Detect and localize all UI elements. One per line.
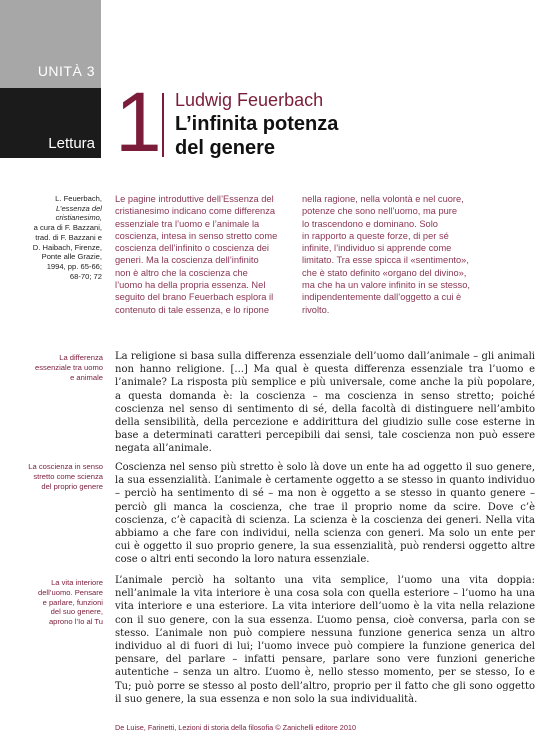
intro-line: cristianesimo indicano come differenza: [115, 206, 276, 217]
unit-label: UNITÀ 3: [37, 63, 95, 79]
page-footer: De Luise, Farinetti, Lezioni di storia della filosofia © Zanichelli editore 2010: [115, 723, 357, 732]
margin-note-line: La differenza: [59, 353, 103, 362]
margin-note-line: La vita interiore: [51, 578, 103, 587]
margin-note-line: del proprio genere: [41, 481, 103, 491]
margin-note-line: dell’uomo. Pensare: [37, 587, 103, 597]
margin-note-line: del suo genere,: [50, 607, 103, 617]
reading-author: Ludwig Feuerbach: [175, 90, 324, 110]
intro-column-right: [302, 193, 470, 316]
margin-note-line: e parlare, funzioni: [42, 597, 103, 607]
intro-column-left: [115, 193, 277, 316]
biblio-line: 1994, pp. 65-66;: [46, 261, 102, 271]
intro-line: essenziale tra l’uomo e l’animale la: [115, 218, 260, 229]
biblio-line: Ponte alle Grazie,: [41, 252, 102, 262]
intro-line: che è stato definito «organo del divino»,: [302, 267, 467, 278]
reading-title-line-2: del genere: [175, 137, 276, 159]
margin-note-line: essenziale tra uomo: [35, 362, 103, 372]
intro-line: contenuto di tale essenza, e lo ripone: [115, 304, 270, 315]
number-divider: [162, 93, 164, 157]
biblio-line: D. Haibach, Firenze,: [32, 242, 102, 252]
intro-line: rivolto.: [302, 304, 330, 315]
biblio-line: L. Feuerbach,: [55, 194, 102, 203]
margin-note: [18, 462, 103, 491]
intro-line: generi. Ma la coscienza dell’infinito: [115, 255, 259, 266]
section-banner: [0, 88, 101, 158]
biblio-line: L’essenza del: [55, 203, 102, 213]
body-paragraph: La religione si basa sulla differenza essenziale dell’uomo dall’animale – gli animali non hanno religione. [...] Ma qual è questa differenza essenziale tra l’uomo e l’animale? La risposta più semplice e più universale, come anche la più popolare, a questa domanda è: la coscienza – ma coscienza in senso stretto; poiché coscienza nel senso di sentimento di sé, della facoltà di distinguere nell’ambito della sensibilità, della percezione e addirittura del giudizio sulle cose esterne in base a determinati caratteri percepibili dai sensi, tale coscienza non può essere negata all’animale.: [115, 351, 535, 455]
bibliographic-reference: [20, 194, 102, 281]
biblio-line: a cura di F. Bazzani,: [33, 223, 102, 233]
intro-line: l’uomo ha della propria essenza. Nel: [115, 280, 266, 291]
intro-line: ma che ha un valore infinito in se stesso,: [302, 280, 470, 291]
unit-banner: [0, 0, 101, 88]
body-paragraph: L’animale perciò ha soltanto una vita semplice, l’uomo una vita doppia: nell’animale la vita interiore è una cosa sola con quella esteriore – l’uomo ha una vita interiore e una esteriore. La vita interiore dell’uomo è la vita nella relazione con il suo genere, con la sua essenza. L’uomo pensa, cioè conversa, parla con se stesso. L’animale non può compiere nessuna funzione generica senza un altro individuo al di fuori di lui; l’uomo invece può compiere la funzione generica del pensare, del parlare – infatti pensare, parlare sono vere funzioni generiche autentiche – senza un altro. L’uomo è, nello stesso momento, per se stesso, Io e Tu; può porre se stesso al posto dell’altro, proprio per il fatto che gli sono oggetto il suo genere, la sua essenza e non solo la sua individualità.: [115, 575, 535, 705]
intro-line: indipendentemente dall’oggetto a cui è: [302, 292, 462, 303]
intro-line: Le pagine introduttive dell’Essenza del: [115, 194, 274, 204]
intro-line: seguito del brano Feuerbach esplora il: [115, 292, 274, 303]
margin-note-line: e animale: [70, 372, 103, 382]
biblio-line: 68-70; 72: [69, 271, 102, 281]
biblio-line: cristianesimo,: [55, 213, 102, 223]
intro-line: limitato. Tra esse spicca il «sentimento»,: [302, 255, 469, 266]
intro-line: non è altro che la coscienza che: [115, 267, 248, 278]
section-label: Lettura: [48, 135, 95, 152]
margin-note: [18, 353, 103, 382]
intro-line: potenze che sono nell’uomo, ma pure: [302, 206, 458, 217]
intro-line: coscienza, intesa in senso stretto come: [115, 230, 278, 241]
margin-note-line: stretto come scienza: [33, 471, 103, 481]
margin-note-line: aprono l’Io al Tu: [48, 617, 103, 627]
biblio-line: trad. di F. Bazzani e: [35, 232, 102, 242]
margin-note: [18, 578, 103, 627]
reading-title-line-1: L’infinita potenza: [175, 113, 339, 135]
reading-number: 1: [115, 75, 162, 169]
intro-line: lo trascendono e dominano. Solo: [302, 218, 438, 229]
intro-line: coscienza dell’infinito o coscienza dei: [115, 243, 270, 254]
intro-line: infinite, l’individuo si apprende come: [302, 243, 452, 254]
intro-line: nella ragione, nella volontà e nel cuore,: [302, 194, 464, 204]
intro-line: in rapporto a queste forze, di per sé: [302, 230, 449, 241]
margin-note-line: La coscienza in senso: [28, 462, 103, 471]
body-paragraph: Coscienza nel senso più stretto è solo là dove un ente ha ad oggetto il suo genere, la sua essenzialità. L’animale è certamente oggetto a se stesso in quanto individuo – perciò ha sentimento di sé – ma non è oggetto a se stesso in quanto genere – perciò gli manca la coscienza, che trae il proprio nome da scire. Dove c’è coscienza, c’è capacità di scienza. La scienza è la coscienza dei generi. Nella vita abbiamo a che fare con individui, nella scienza con generi. Ma solo un ente per cui è oggetto il suo proprio genere, la sua essenzialità, può rendersi oggetto altre cose o altri enti secondo la loro natura essenziale.: [115, 462, 535, 566]
